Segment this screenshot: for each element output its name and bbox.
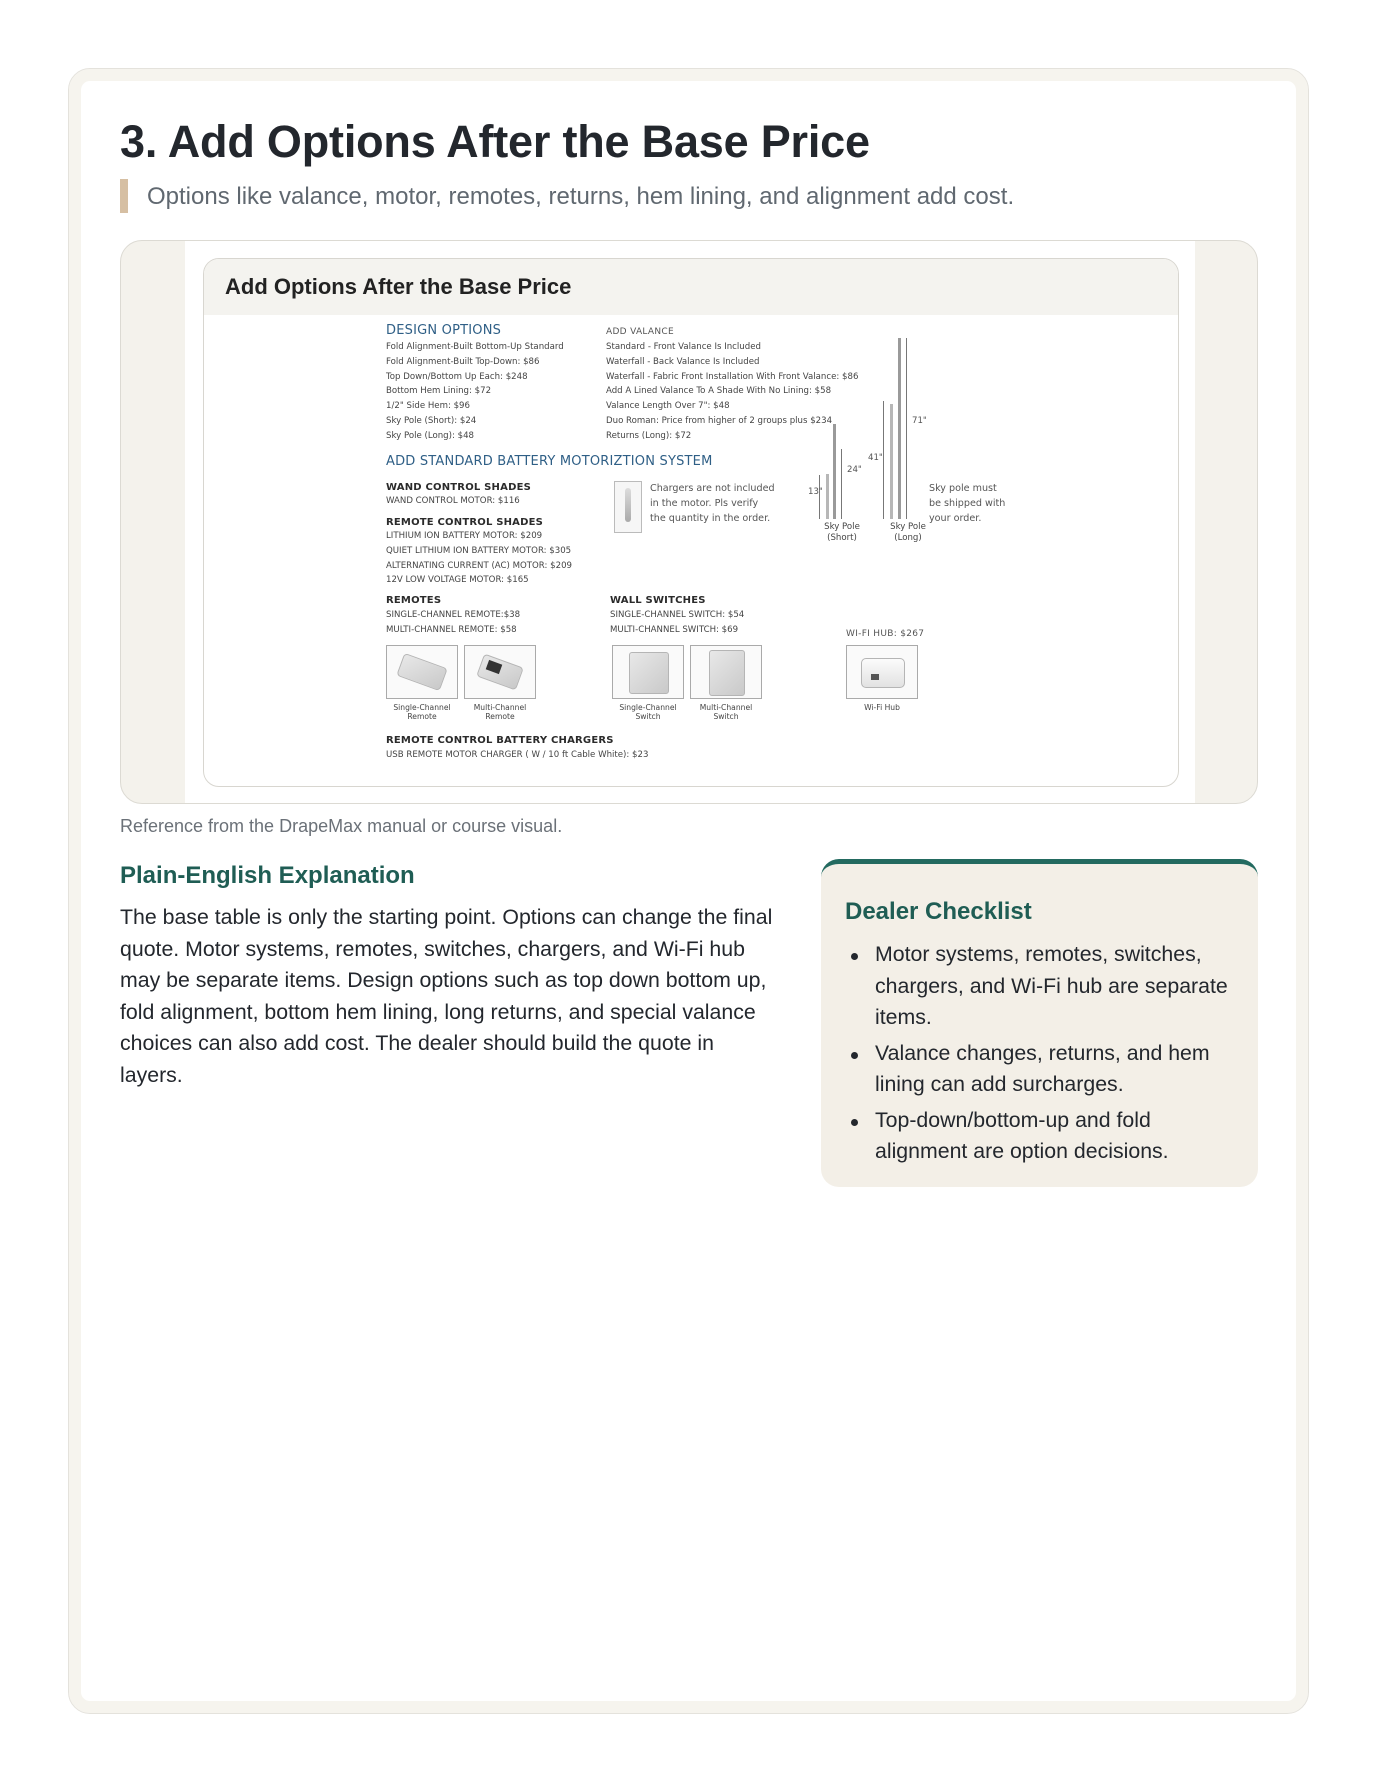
explanation-heading: Plain-English Explanation: [120, 862, 415, 889]
valance-line: Waterfall - Fabric Front Installation With Front Valance: $86: [606, 371, 859, 382]
checklist-item: Valance changes, returns, and hem lining can add surcharges.: [851, 1038, 1241, 1101]
motor-line: QUIET LITHIUM ION BATTERY MOTOR: $305: [386, 545, 572, 556]
design-option-line: 1/2" Side Hem: $96: [386, 401, 470, 412]
wifi-hub-label: WI-FI HUB: $267: [846, 629, 925, 639]
dim-label: 24": [847, 465, 862, 475]
dealer-checklist: [821, 859, 1258, 1187]
reference-slide: [203, 258, 1179, 787]
single-channel-switch-image: [612, 645, 684, 699]
sky-pole-long-label: Sky Pole (Long): [890, 522, 926, 543]
bullet-icon: [851, 953, 858, 960]
remote-control-heading: REMOTE CONTROL SHADES: [386, 517, 544, 528]
checklist-item: Motor systems, remotes, switches, chargers, and Wi-Fi hub are separate items.: [851, 939, 1241, 1034]
slide-header: [204, 259, 1179, 315]
dim-label: 41": [868, 453, 883, 463]
charger-note: Chargers are not included in the motor. Pls verify the quantity in the order.: [650, 483, 775, 524]
add-valance-heading: ADD VALANCE: [606, 327, 674, 337]
single-channel-remote-caption: Single-Channel Remote: [393, 703, 451, 721]
valance-line: Valance Length Over 7": $48: [606, 401, 730, 412]
multi-channel-switch-image: [690, 645, 762, 699]
valance-line: Returns (Long): $72: [606, 430, 692, 441]
wand-control-line: WAND CONTROL MOTOR: $116: [386, 496, 520, 506]
motorization-heading: ADD STANDARD BATTERY MOTORIZTION SYSTEM: [386, 454, 713, 469]
dim-label: 13": [808, 487, 823, 497]
wifi-hub-image: [846, 645, 918, 699]
design-option-line: Fold Alignment-Built Top-Down: $86: [386, 356, 540, 367]
design-option-line: Bottom Hem Lining: $72: [386, 386, 492, 397]
sky-pole-long: [898, 338, 901, 519]
wall-switches-list: SINGLE-CHANNEL SWITCH: $54 MULTI-CHANNEL SWITCH: $69: [610, 610, 745, 635]
remotes-list: SINGLE-CHANNEL REMOTE:$38 MULTI-CHANNEL REMOTE: $58: [386, 610, 521, 635]
design-option-line: Top Down/Bottom Up Each: $248: [386, 371, 528, 382]
page-title: 3. Add Options After the Base Price: [120, 116, 870, 167]
add-valance-list: [606, 340, 858, 444]
single-channel-remote-image: [386, 645, 458, 699]
wifi-hub-caption: Wi-Fi Hub: [864, 703, 900, 712]
multi-channel-remote-caption: Multi-Channel Remote: [473, 703, 527, 721]
page-subtitle: Options like valance, motor, remotes, returns, hem lining, and alignment add cost.: [147, 183, 1015, 210]
multi-channel-switch-caption: Multi-Channel Switch: [699, 703, 753, 721]
bullet-icon: [851, 1052, 858, 1059]
subtitle-accent-bar: [120, 179, 128, 213]
valance-line: Waterfall - Back Valance Is Included: [606, 356, 760, 367]
motor-line: ALTERNATING CURRENT (AC) MOTOR: $209: [386, 560, 573, 571]
valance-line: Duo Roman: Price from higher of 2 groups plus $234: [606, 415, 833, 426]
reference-figure: [120, 240, 1258, 804]
valance-line: Add A Lined Valance To A Shade With No Lining: $58: [606, 386, 832, 397]
wand-control-heading: WAND CONTROL SHADES: [386, 482, 532, 493]
chargers-line: USB REMOTE MOTOR CHARGER ( W / 10 ft Cable White): $23: [386, 750, 649, 760]
remote-control-list: [386, 529, 572, 588]
valance-line: Standard - Front Valance Is Included: [606, 342, 761, 352]
design-option-line: Sky Pole (Short): $24: [386, 415, 477, 426]
multi-channel-remote-image: [464, 645, 536, 699]
checklist-item: Top-down/bottom-up and fold alignment are option decisions.: [851, 1105, 1241, 1168]
motor-line: LITHIUM ION BATTERY MOTOR: $209: [386, 531, 543, 541]
remotes-heading: REMOTES: [386, 595, 442, 606]
bullet-icon: [851, 1119, 858, 1126]
design-options-list: [386, 340, 564, 444]
wall-switches-heading: WALL SWITCHES: [610, 595, 706, 606]
chargers-heading: REMOTE CONTROL BATTERY CHARGERS: [386, 735, 614, 746]
design-option-line: Fold Alignment-Built Bottom-Up Standard: [386, 342, 564, 352]
sky-pole-short-label: Sky Pole (Short): [824, 522, 860, 543]
single-channel-switch-caption: Single-Channel Switch: [619, 703, 677, 721]
design-option-line: Sky Pole (Long): $48: [386, 430, 475, 441]
explanation-text: The base table is only the starting point. Options can change the final quote. Motor systems, remotes, switches, chargers, and Wi-Fi hub may be separate items. Design options such as top down bottom up, fold alignment, bottom hem lining, long returns, and special valance choices can also add cost. The dealer should build the quote in layers.: [120, 905, 773, 1087]
checklist-title: Dealer Checklist: [845, 898, 1032, 925]
figure-caption: Reference from the DrapeMax manual or course visual.: [120, 816, 563, 836]
checklist-list: [851, 939, 1241, 1172]
dim-label: 71": [912, 416, 927, 426]
slide-title: Add Options After the Base Price: [225, 274, 572, 299]
charger-image: [614, 481, 642, 533]
design-options-heading: DESIGN OPTIONS: [386, 323, 502, 338]
sky-pole-note: Sky pole must be shipped with your order.: [929, 483, 1006, 524]
motor-line: 12V LOW VOLTAGE MOTOR: $165: [386, 575, 529, 586]
sky-pole-short: [833, 424, 836, 519]
